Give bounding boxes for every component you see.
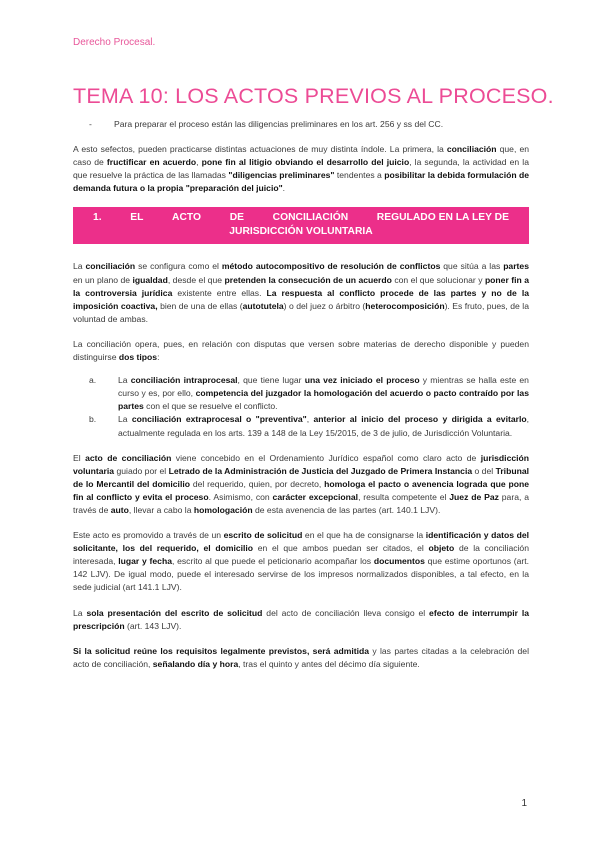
- intro-bullet: [89, 118, 529, 131]
- types-list: [73, 374, 529, 439]
- page-number: 1: [521, 798, 527, 809]
- bullet-marker: -: [89, 119, 92, 129]
- paragraph-intro: A esto sefectos, pueden practicarse distintas actuaciones de muy distinta índole. La primera, la conciliación que, en caso de fructificar en acuerdo, pone fin al litigio obviando el desarrollo del juicio, la segunda, la actividad en la que resuelve la práctica de las llamadas "diligencias preliminares" tendentes a posibilitar la debida formulación de demanda futura o la propia "preparación del juicio".: [73, 144, 530, 194]
- paragraph-admision: Si la solicitud reúne los requisitos legalmente previstos, será admitida y las partes citadas a la celebración del acto de conciliación, señalando día y hora, tras el quinto y antes del décimo día siguiente.: [73, 645, 529, 669]
- list-item: a. La conciliación intraprocesal, que tiene lugar una vez iniciado el proceso y mientras se halla este en curso y es, por ello, competencia del juzgador la homologación del acuerdo o pacto contraído por las partes con el que se resuelve el conflicto.: [89, 375, 529, 412]
- paragraph-definition: La conciliación se configura como el método autocompositivo de resolución de conflictos que sitúa a las partes en un plano de igualdad, desde el que pretenden la consecución de un acuerdo con el que solucionar y poner fin a la controversia jurídica existente entre ellas. La respuesta al conflicto procede de las partes y no de la imposición coactiva, bien de una de ellas (autotutela) o del juez o árbitro (heterocomposición). Es fruto, pues, de la voluntad de ambas.: [73, 261, 529, 324]
- document-body: [73, 118, 529, 683]
- list-item: b. La conciliación extraprocesal o "preventiva", anterior al inicio del proceso y dirigida a evitarlo, actualmente regulada en los arts. 139 a 148 de la Ley 15/2015, de 3 de julio, de Jurisdicción Voluntaria.: [89, 414, 529, 438]
- paragraph-prescripcion: La sola presentación del escrito de solicitud del acto de conciliación lleva consigo el efecto de interrumpir la prescripción (art. 143 LJV).: [73, 607, 529, 631]
- page-title: TEMA 10: LOS ACTOS PREVIOS AL PROCESO.: [73, 84, 554, 108]
- paragraph-types: La conciliación opera, pues, en relación con disputas que versen sobre materias de derecho disponible y pueden distinguirse dos tipos:: [73, 338, 529, 363]
- bullet-text: Para preparar el proceso están las diligencias preliminares en los art. 256 y ss del CC.: [114, 119, 444, 129]
- paragraph-solicitud: Este acto es promovido a través de un escrito de solicitud en el que ha de consignarse la identificación y datos del solicitante, los del requerido, el domicilio en el que ambos puedan ser citados, el objeto de la conciliación interesada, lugar y fecha, escrito al que puede el peticionario acompañar los documentos que estime oportunos (art. 142 LJV). De igual modo, puede el interesado servirse de los impresos normalizados disponibles, a tal efecto, en la sede judicial (art 141.1 LJV).: [73, 530, 530, 593]
- running-header: Derecho Procesal.: [73, 37, 156, 48]
- section-heading: 1. EL ACTO DE CONCILIACIÓN REGULADO EN LA LEY DE JURISDICCIÓN VOLUNTARIA: [73, 207, 529, 244]
- paragraph-acto: El acto de conciliación viene concebido en el Ordenamiento Jurídico español como claro acto de jurisdicción voluntaria guiado por el Letrado de la Administración de Justicia del Juzgado de Primera Instancia o del Tribunal de lo Mercantil del domicilio del requerido, quien, por decreto, homologa el pacto o avenencia lograda que pone fin al conflicto y evita el proceso. Asimismo, con carácter excepcional, resulta competente el Juez de Paz para, a través de auto, llevar a cabo la homologación de esta avenencia de las partes (art. 140.1 LJV).: [73, 452, 530, 515]
